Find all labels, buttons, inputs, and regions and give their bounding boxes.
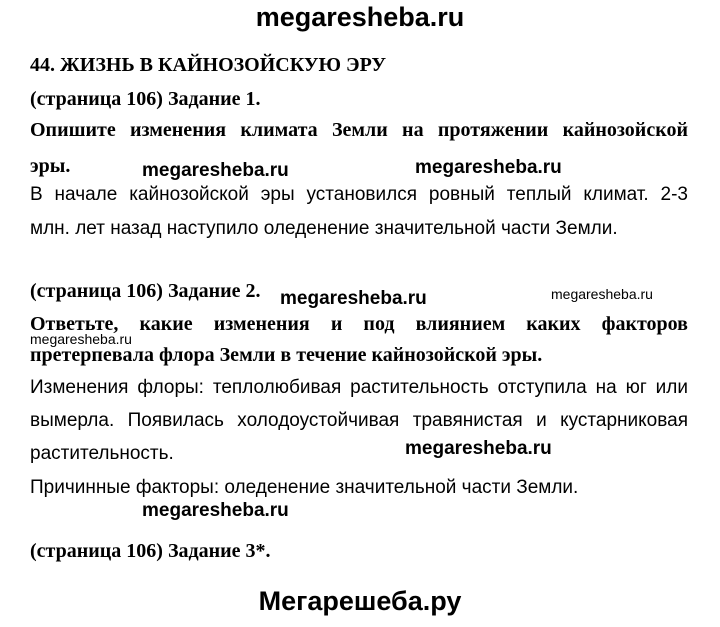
watermark: megaresheba.ru <box>142 500 289 521</box>
task-2-question-line-2: претерпевала флора Земли в течение кайнозойской эры. <box>30 344 543 366</box>
task-2-heading: (страница 106) Задание 2. <box>30 280 261 302</box>
task-1-answer-line-1: В начале кайнозойской эры установился ровный теплый климат. 2-3 <box>30 184 688 205</box>
watermark: megaresheba.ru <box>405 438 552 459</box>
watermark: megaresheba.ru <box>280 288 427 309</box>
task-2-answer-line-3: растительность. <box>30 443 174 464</box>
task-2-answer-line-2: вымерла. Появилась холодоустойчивая травянистая и кустарниковая <box>30 410 688 431</box>
site-footer: Мегарешеба.ру <box>258 586 462 616</box>
task-1-heading: (страница 106) Задание 1. <box>30 88 261 110</box>
task-1-answer-line-2: млн. лет назад наступило оледенение значительной части Земли. <box>30 218 618 239</box>
watermark: megaresheba.ru <box>142 160 289 181</box>
watermark: megaresheba.ru <box>415 157 562 178</box>
task-1-question-line-1: Опишите изменения климата Земли на протяжении кайнозойской <box>30 119 688 141</box>
section-title: 44. ЖИЗНЬ В КАЙНОЗОЙСКУЮ ЭРУ <box>30 54 386 76</box>
task-1-question-line-2: эры. <box>30 155 71 177</box>
site-header: megaresheba.ru <box>255 2 465 32</box>
task-2-answer-line-1: Изменения флоры: теплолюбивая растительность отступила на юг или <box>30 377 688 398</box>
task-3-heading: (страница 106) Задание 3*. <box>30 540 271 562</box>
watermark: megaresheba.ru <box>551 286 653 302</box>
task-2-question-line-1: Ответьте, какие изменения и под влиянием каких факторов <box>30 313 688 335</box>
watermark: megaresheba.ru <box>30 331 132 347</box>
task-2-answer-extra: Причинные факторы: оледенение значительной части Земли. <box>30 477 579 498</box>
